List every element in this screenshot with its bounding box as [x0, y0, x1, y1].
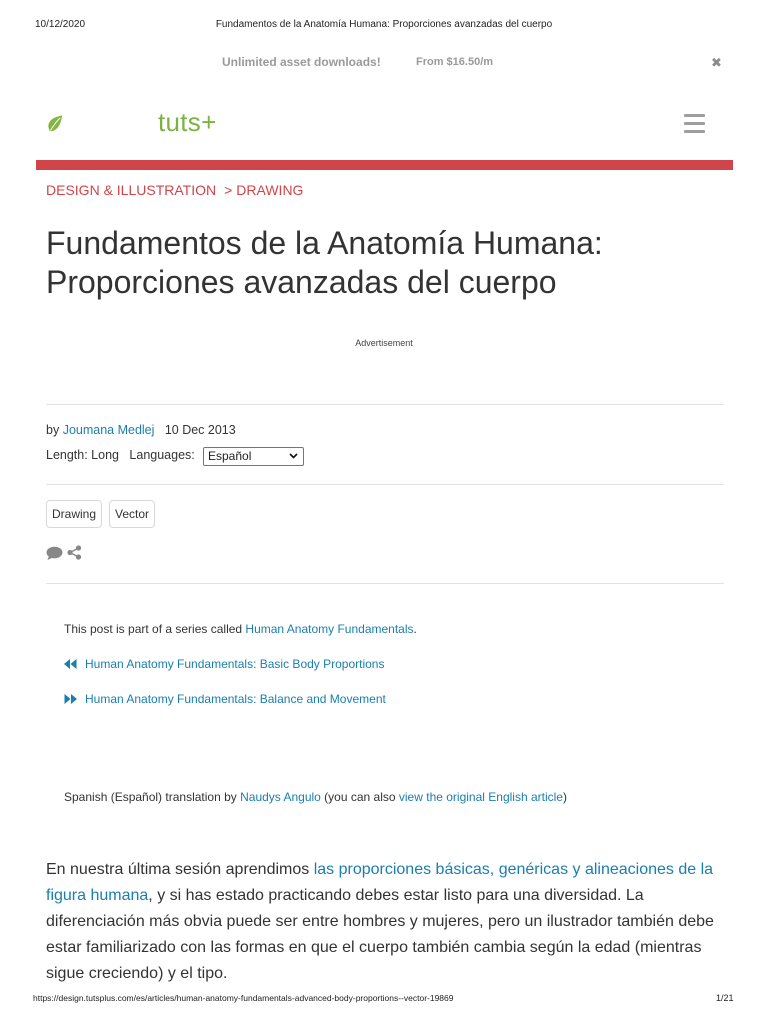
author-link[interactable]: Joumana Medlej [62, 423, 155, 437]
languages-label: Languages: [129, 448, 195, 462]
translation-prefix: Spanish (Español) translation by [64, 790, 241, 804]
byline [46, 423, 236, 437]
advertisement-label: Advertisement [355, 338, 413, 348]
language-select[interactable] [203, 447, 304, 466]
series-link[interactable]: Human Anatomy Fundamentals [245, 622, 414, 636]
article-paragraph [46, 857, 736, 987]
series-prev-item [64, 657, 384, 671]
fast-forward-icon [64, 694, 77, 704]
translation-suffix: ) [562, 790, 567, 804]
site-logo[interactable]: tuts+ [158, 107, 217, 137]
print-date: 10/12/2020 [35, 19, 86, 30]
print-page-title: Fundamentos de la Anatomía Humana: Proporciones avanzadas del cuerpo [215, 19, 553, 30]
breadcrumb-category[interactable]: DESIGN & ILLUSTRATION [46, 182, 217, 198]
tag-drawing[interactable]: Drawing [46, 500, 102, 528]
series-next-item [64, 692, 386, 706]
basic-proportions-link[interactable]: las proporciones básicas, genéricas y alineaciones de la figura humana [46, 861, 714, 904]
tag-vector[interactable]: Vector [109, 500, 155, 528]
leaf-icon[interactable] [46, 115, 64, 133]
series-intro-text: This post is part of a series called [64, 622, 246, 636]
divider [46, 484, 724, 485]
translation-middle: (you can also [320, 790, 399, 804]
comment-icon[interactable] [46, 546, 64, 561]
print-page-number: 1/21 [716, 993, 734, 1003]
original-article-link[interactable]: view the original English article [398, 790, 563, 804]
article-meta [46, 448, 195, 462]
publish-date: 10 Dec 2013 [164, 423, 236, 437]
divider [46, 404, 724, 405]
paragraph-text-start: En nuestra última sesión aprendimos [46, 861, 314, 878]
chevron-down-icon [289, 453, 298, 459]
paragraph-text-rest: , y si has estado practicando debes estar listo para una diversidad. La diferenciación más obvia puede ser entre hombres y mujeres, pero un ilustrador también debe estar familiarizado con las formas en que el cuerpo también cambia según la edad (mientras sigue creciendo) y el tipo. [46, 887, 714, 982]
hamburger-menu-icon[interactable] [684, 114, 707, 134]
promo-price[interactable]: From $16.50/m [416, 56, 494, 68]
series-next-link[interactable]: Human Anatomy Fundamentals: Balance and Movement [85, 692, 386, 706]
series-intro [64, 622, 417, 636]
article-title: Fundamentos de la Anatomía Humana: Proporciones avanzadas del cuerpo [46, 225, 603, 300]
close-icon[interactable]: ✖ [711, 55, 722, 70]
share-icon[interactable] [67, 545, 82, 560]
promo-banner-text[interactable]: Unlimited asset downloads! [222, 55, 381, 69]
rewind-icon [64, 659, 77, 669]
breadcrumb [46, 182, 303, 198]
byline-prefix: by [46, 423, 60, 437]
length-label: Length: Long [46, 448, 119, 462]
breadcrumb-subcategory[interactable]: DRAWING [236, 182, 304, 198]
divider [46, 583, 724, 584]
print-footer-url: https://design.tutsplus.com/es/articles/human-anatomy-fundamentals-advanced-body-proportions--vector-19869 [33, 993, 454, 1003]
series-prev-link[interactable]: Human Anatomy Fundamentals: Basic Body Proportions [85, 657, 385, 671]
translation-note [64, 790, 567, 804]
translator-link[interactable]: Naudys Angulo [240, 790, 321, 804]
series-period: . [413, 622, 417, 636]
breadcrumb-separator: > [224, 182, 233, 198]
language-selected-value: Español [208, 449, 252, 463]
header-accent-bar [36, 160, 733, 170]
